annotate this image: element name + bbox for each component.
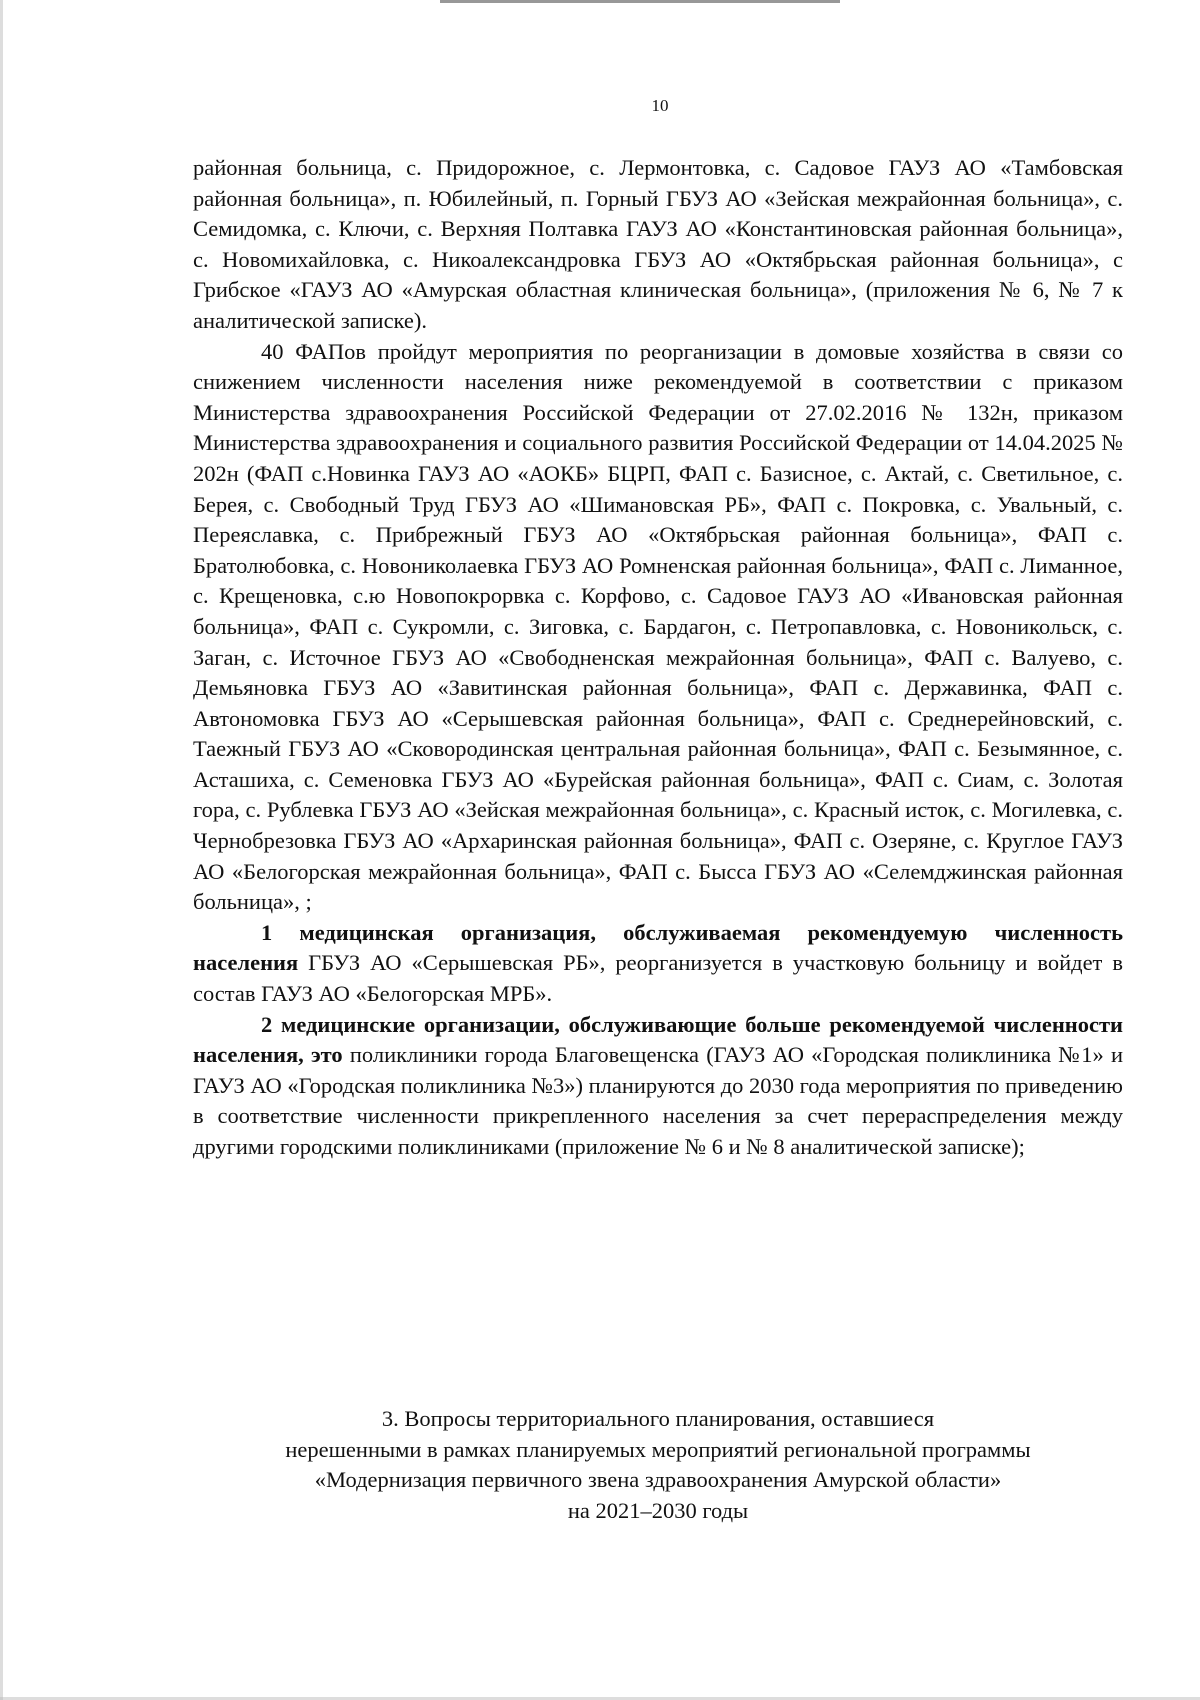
paragraph-2: 40 ФАПов пройдут мероприятия по реорганизации в домовые хозяйства в связи со снижением численности населения ниже рекомендуемой в соответствии с приказом Министерства здравоохранения Российской Федерации от 27.02.2016 № 132н, приказом Министерства здравоохранения и социального развития Российской Федерации от 14.04.2025 № 202н (ФАП с.Новинка ГАУЗ АО «АОКБ» БЦРП, ФАП с. Базисное, с. Актай, с. Светильное, с. Берея, с. Свободный Труд ГБУЗ АО «Шимановская РБ», ФАП с. Покровка, с. Увальный, с. Переяславка, с. Прибрежный ГБУЗ АО «Октябрьская районная больница», ФАП с. Братолюбовка, с. Новониколаевка ГБУЗ АО Ромненская районная больница», ФАП с. Лиманное, с. Крещеновка, с.ю Новопокрорвка с. Корфово, с. Садовое ГАУЗ АО «Ивановская районная больница», ФАП с. Сукромли, с. Зиговка, с. Бардагон, с. Петропавловка, с. Новоникольск, с. Заган, с. Источное ГБУЗ АО «Свободненская межрайонная больница», ФАП с. Валуево, с. Демьяновка ГБУЗ АО «Завитинская районная больница», ФАП с. Державинка, ФАП с. Автономовка ГБУЗ АО «Серышевская районная больница», ФАП с. Среднерейновский, с. Таежный ГБУЗ АО «Сковородинская центральная районная больница», ФАП с. Безымянное, с. Асташиха, с. Семеновка ГБУЗ АО «Бурейская районная больница», ФАП с. Сиам, с. Золотая гора, с. Рублевка ГБУЗ АО «Зейская межрайонная больница», с. Красный исток, с. Могилевка, с. Чернобрезовка ГБУЗ АО «Архаринская районная больница», ФАП с. Озеряне, с. Круглое ГАУЗ АО «Белогорская межрайонная больница», ФАП с. Бысса ГБУЗ АО «Селемджинская районная больница», ; bbox=[193, 338, 1123, 915]
page-number: 10 bbox=[651, 96, 669, 115]
paragraph-1: районная больница, с. Придорожное, с. Лермонтовка, с. Садовое ГАУЗ АО «Тамбовская районная больница», п. Юбилейный, п. Горный ГБУЗ АО «Зейская межрайонная больница», с. Семидомка, с. Ключи, с. Верхняя Полтавка ГАУЗ АО «Константиновская районная больница», с. Новомихайловка, с. Никоалександровка ГБУЗ АО «Октябрьская районная больница», с Грибское «ГАУЗ АО «Амурская областная клиническая больница», (приложения № 6, № 7 к аналитической записке). bbox=[193, 155, 1123, 333]
section-heading-line-3: «Модернизация первичного звена здравоохранения Амурской области» bbox=[314, 1467, 1002, 1493]
section-heading-line-2: нерешенными в рамках планируемых мероприятий региональной программы bbox=[285, 1436, 1031, 1462]
section-heading-line-4: на 2021–2030 годы bbox=[567, 1497, 749, 1523]
paragraph-3-text: ГБУЗ АО «Серышевская РБ», реорганизуется в участковую больницу и войдет в состав ГАУЗ АО «Белогорская МРБ». bbox=[193, 950, 1123, 1007]
section-heading-line-1: 3. Вопросы территориального планирования, оставшиеся bbox=[381, 1406, 935, 1431]
paragraph-4 bbox=[193, 1010, 1123, 1163]
scan-artifact-top bbox=[440, 0, 840, 7]
paragraph-4-text: поликлиники города Благовещенска (ГАУЗ АО «Городская поликлиника №1» и ГАУЗ АО «Городская поликлиника №3») планируются до 2030 года мероприятия по приведению в соответствие численности прикрепленного населения за счет перераспределения между другими городскими поликлиниками (приложение № 6 и № 8 аналитической записке); bbox=[193, 1042, 1123, 1159]
paragraph-3 bbox=[193, 918, 1123, 1010]
scan-artifact-left-edge bbox=[0, 0, 3, 1700]
paragraph-4-bold-lead: 2 медицинские организации, обслуживающие больше рекомендуемой численности населения, это bbox=[193, 1011, 1123, 1068]
paragraph-3-bold-lead: 1 медицинская организация, обслуживаемая рекомендуемую численность населения bbox=[193, 919, 1123, 976]
body-text bbox=[193, 153, 1123, 1163]
section-heading bbox=[193, 1404, 1123, 1526]
